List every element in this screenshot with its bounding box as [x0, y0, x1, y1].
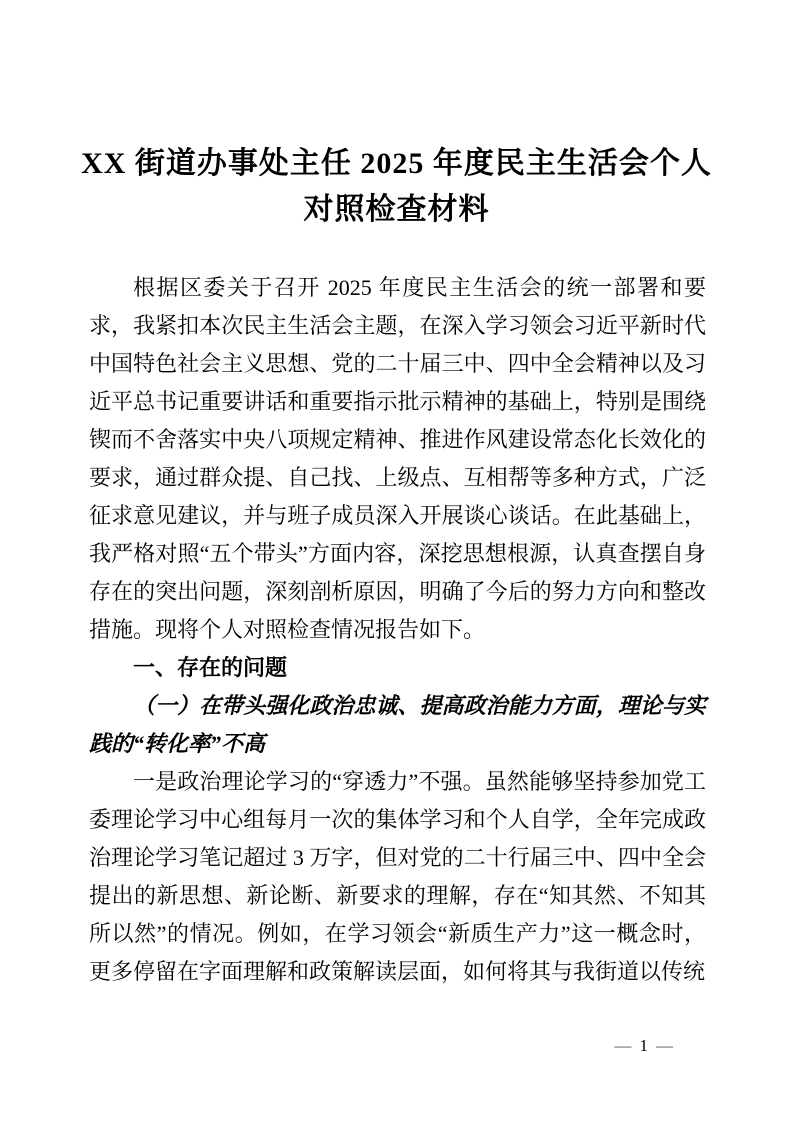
subsection-heading: （一）在带头强化政治忠诚、提高政治能力方面，理论与实践的“转化率”不高	[89, 693, 706, 756]
page-number-value: 1	[639, 1036, 648, 1055]
intro-paragraph: 根据区委关于召开 2025 年度民主生活会的统一部署和要求，我紧扣本次民主生活会主题，在深入学习领会习近平新时代中国特色社会主义思想、党的二十届三中、四中全会精神以及习近平总书记重要讲话和重要指示批示精神的基础上，特别是围绕锲而不舍落实中央八项规定精神、推进作风建设常态化长效化的要求，通过群众提、自己找、上级点、互相帮等多种方式，广泛征求意见建议，并与班子成员深入开展谈心谈话。在此基础上，我严格对照“五个带头”方面内容，深挖思想根源，认真查摆自身存在的突出问题，深刻剖析原因，明确了今后的努力方向和整改措施。现将个人对照检查情况报告如下。	[89, 275, 706, 642]
section-paragraph: 一是政治理论学习的“穿透力”不强。虽然能够坚持参加党工委理论学习中心组每月一次的集体学习和个人自学，全年完成政治理论学习笔记超过 3 万字，但对党的二十行届三中、四中全会提出的新思想、新论断、新要求的理解，存在“知其然、不知其所以然”的情况。例如，在学习领会“新质生产力”这一概念时，更多停留在字面理解和政策解读层面，如何将其与我街道以传统	[89, 769, 706, 984]
title-line-2: 对照检查材料	[303, 193, 490, 226]
page-number-dash-right: —	[656, 1036, 673, 1055]
page-number	[613, 1036, 676, 1056]
section-heading: 一、存在的问题	[133, 655, 288, 680]
document-title	[55, 141, 738, 233]
document-body	[89, 269, 706, 991]
title-line-1: XX 街道办事处主任 2025 年度民主生活会个人	[81, 147, 712, 180]
page-number-dash-left: —	[614, 1036, 632, 1055]
